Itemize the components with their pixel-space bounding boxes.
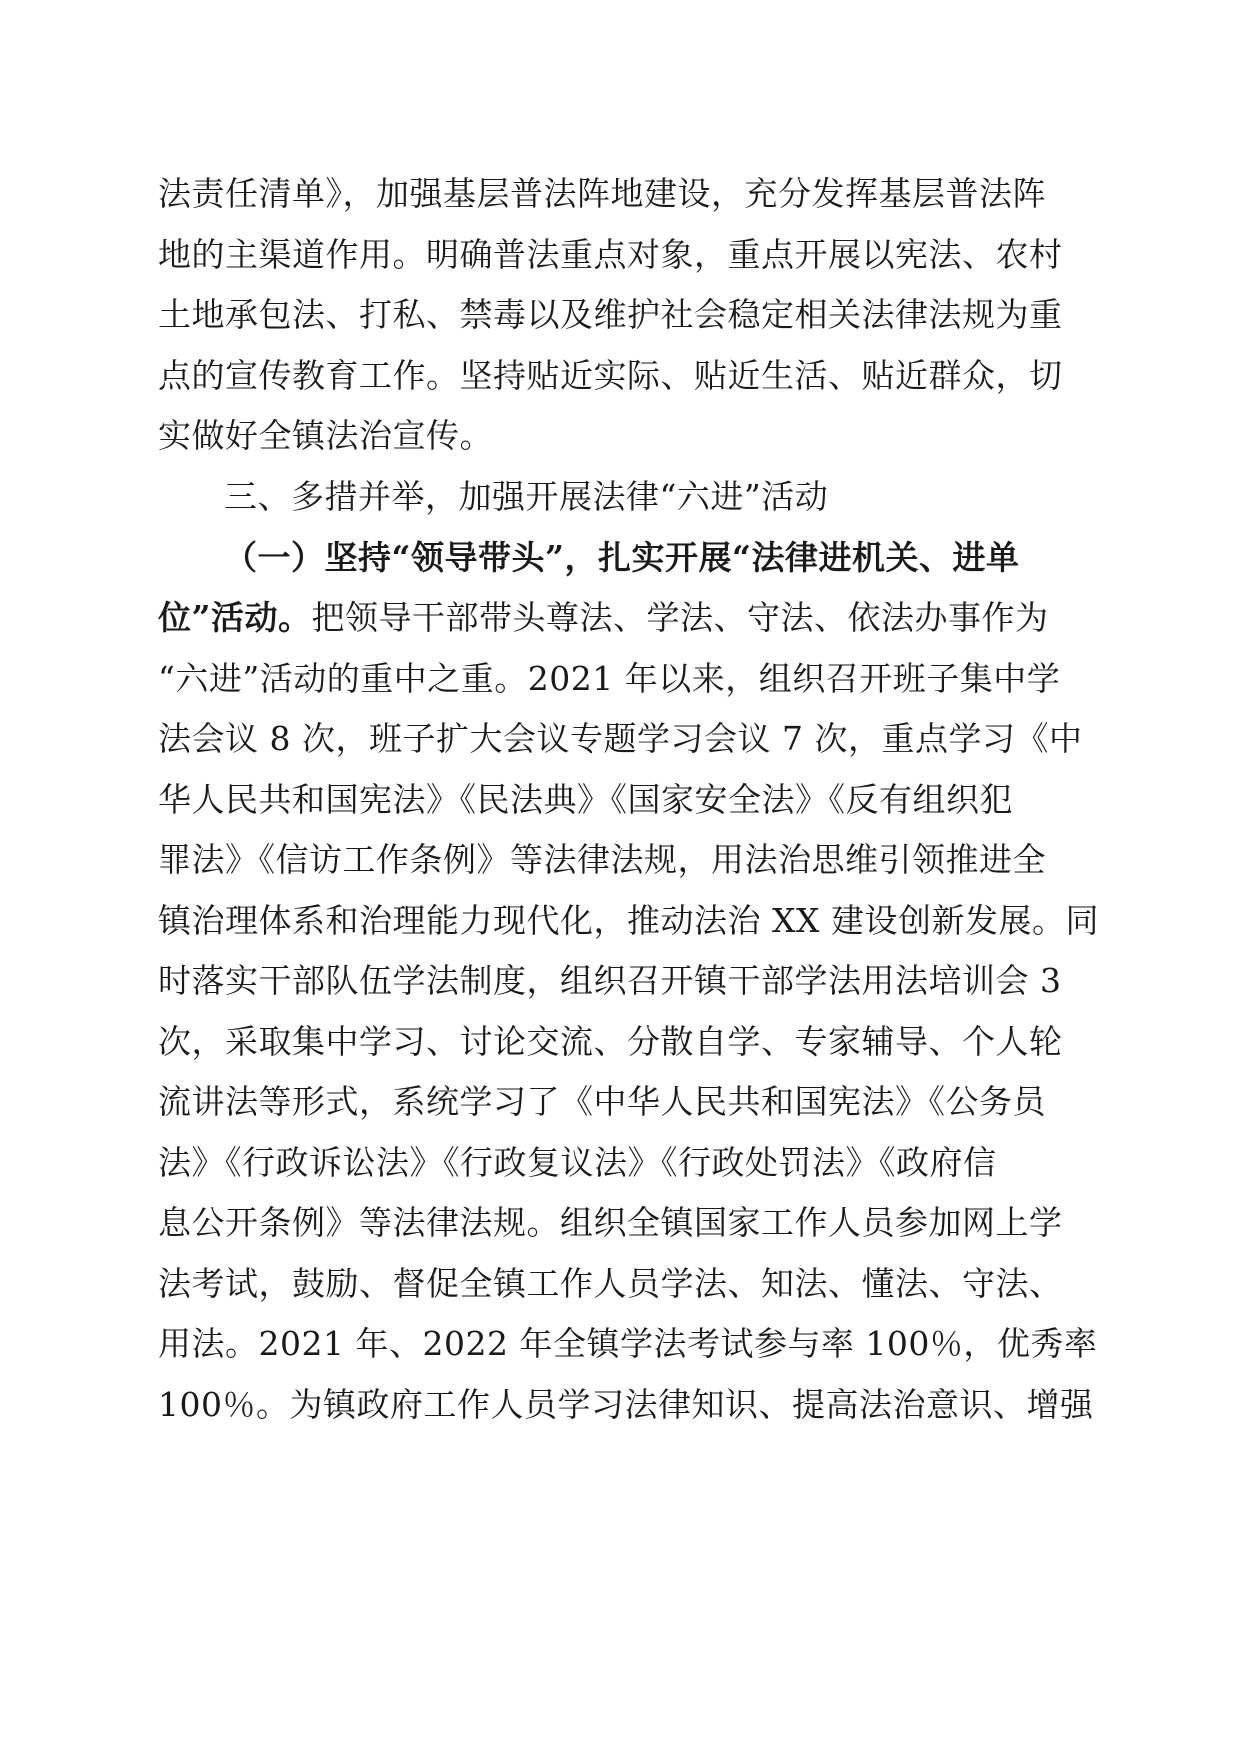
- text-line: 次，采取集中学习、讨论交流、分散自学、专家辅导、个人轮: [158, 1022, 1063, 1061]
- text-line: 实做好全镇法治宣传。: [158, 416, 493, 455]
- subheading-tail: 位”活动。: [158, 598, 312, 637]
- text-line: 土地承包法、打私、禁毒以及维护社会稳定相关法律法规为重: [158, 295, 1063, 334]
- text-line: 息公开条例》等法律法规。组织全镇国家工作人员参加网上学: [158, 1203, 1063, 1242]
- text-run: 把领导干部带头尊法、学法、守法、依法办事作为: [311, 598, 1049, 637]
- text-line: “六进”活动的重中之重。2021 年以来，组织召开班子集中学: [158, 659, 1061, 698]
- subheading: （一）坚持“领导带头”，扎实开展“法律进机关、进单: [224, 538, 1020, 577]
- text-line: 流讲法等形式，系统学习了《中华人民共和国宪法》《公务员: [158, 1082, 1046, 1121]
- text-line: 用法。2021 年、2022 年全镇学法考试参与率 100％，优秀率: [158, 1324, 1098, 1363]
- text-line: 100％。为镇政府工作人员学习法律知识、提高法治意识、增强: [158, 1385, 1094, 1424]
- text-line: 法会议 8 次，班子扩大会议专题学习会议 7 次，重点学习《中: [158, 719, 1083, 758]
- section-heading: 三、多措并举，加强开展法律“六进”活动: [224, 477, 829, 516]
- text-line: 法责任清单》，加强基层普法阵地建设，充分发挥基层普法阵: [158, 174, 1046, 213]
- text-line: 法》《行政诉讼法》《行政复议法》《行政处罚法》《政府信: [158, 1143, 997, 1182]
- text-line: 华人民共和国宪法》《民法典》《国家安全法》《反有组织犯: [158, 780, 1013, 819]
- text-line: [158, 596, 1088, 640]
- text-line: 时落实干部队伍学法制度，组织召开镇干部学法用法培训会 3: [158, 961, 1062, 1000]
- text-line: 罪法》《信访工作条例》等法律法规，用法治思维引领推进全: [158, 840, 1046, 879]
- text-line: 镇治理体系和治理能力现代化，推动法治 XX 建设创新发展。同: [158, 901, 1099, 940]
- text-line: 地的主渠道作用。明确普法重点对象，重点开展以宪法、农村: [158, 235, 1063, 274]
- text-line: 点的宣传教育工作。坚持贴近实际、贴近生活、贴近群众，切: [158, 356, 1063, 395]
- text-line: 法考试，鼓励、督促全镇工作人员学法、知法、懂法、守法、: [158, 1264, 1063, 1303]
